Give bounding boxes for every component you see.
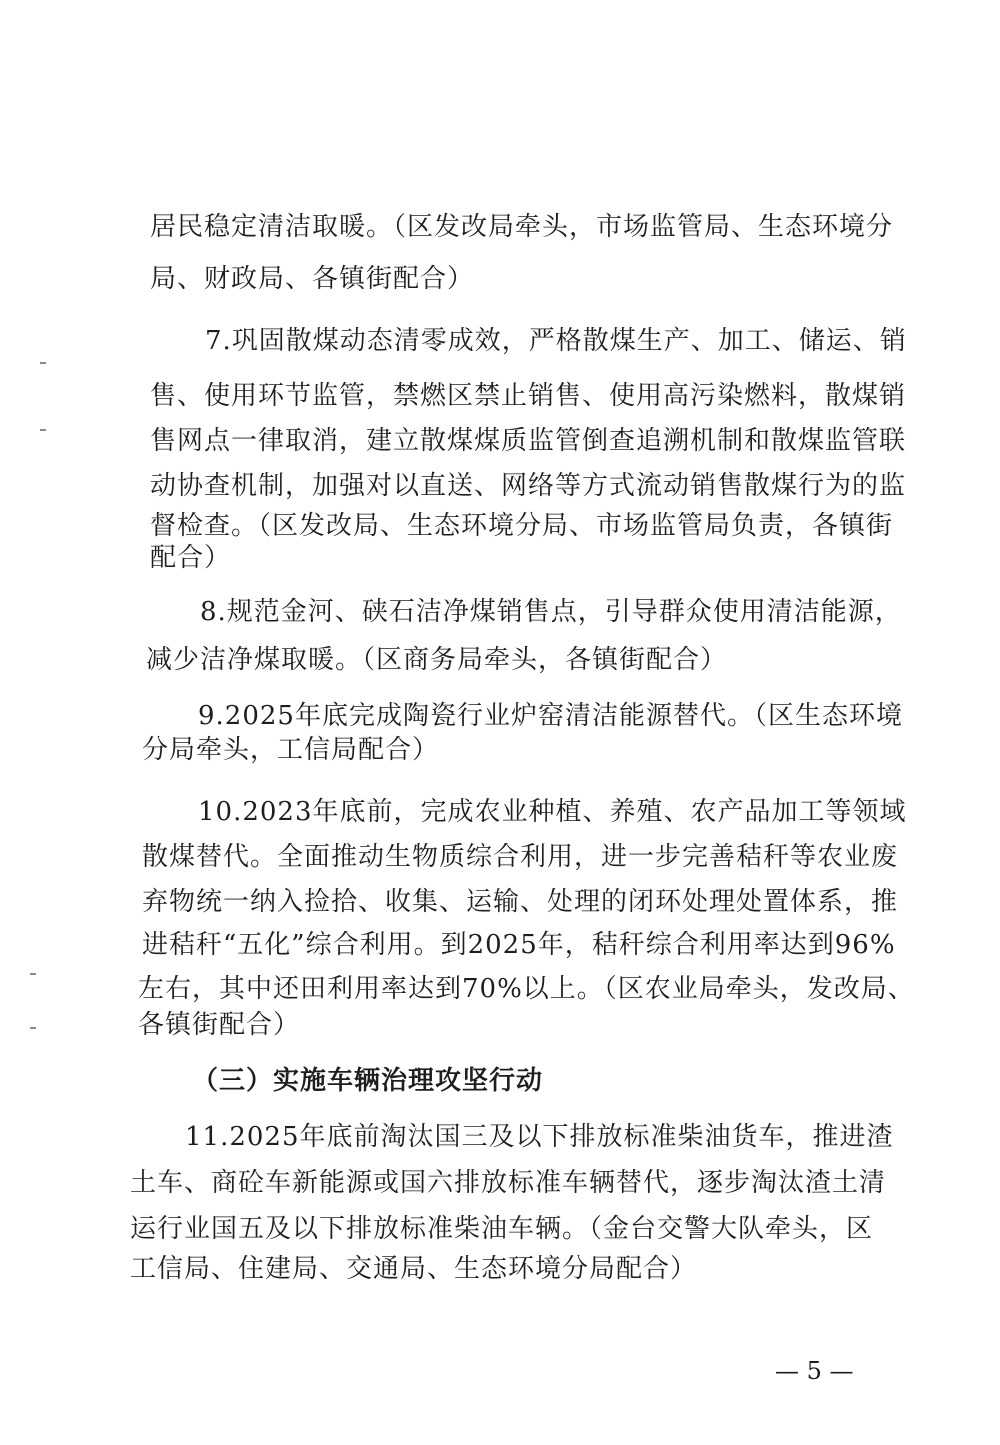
section-heading: （三）实施车辆治理攻坚行动 <box>192 1066 544 1096</box>
text-line: 8.规范金河、硖石洁净煤销售点，引导群众使用清洁能源， <box>200 597 902 627</box>
text-line: 11.2025年底前淘汰国三及以下排放标准柴油货车，推进渣 <box>185 1122 894 1152</box>
text-line: 工信局、住建局、交通局、生态环境分局配合） <box>130 1254 698 1284</box>
scan-mark <box>40 429 46 431</box>
text-line: 督检查。（区发改局、生态环境分局、市场监管局负责，各镇街 <box>150 511 894 541</box>
text-line: 9.2025年底完成陶瓷行业炉窑清洁能源替代。（区生态环境 <box>198 701 903 731</box>
text-line: 售网点一律取消，建立散煤煤质监管倒查追溯机制和散煤监管联 <box>150 426 907 456</box>
text-line: 左右，其中还田利用率达到70%以上。（区农业局牵头，发改局、 <box>138 974 915 1004</box>
text-line: 售、使用环节监管，禁燃区禁止销售、使用高污染燃料，散煤销 <box>150 381 907 411</box>
text-line: 各镇街配合） <box>138 1010 301 1040</box>
text-line: 运行业国五及以下排放标准柴油车辆。（金台交警大队牵头，区 <box>130 1214 874 1244</box>
scan-mark <box>30 973 36 975</box>
text-line: 弃物统一纳入捡拾、收集、运输、处理的闭环处理处置体系，推 <box>142 887 899 917</box>
text-line: 分局牵头，工信局配合） <box>142 735 440 765</box>
scan-mark <box>30 1027 36 1029</box>
scan-mark <box>40 362 46 364</box>
text-line: 7.巩固散煤动态清零成效，严格散煤生产、加工、储运、销 <box>205 326 907 356</box>
text-line: 10.2023年底前，完成农业种植、养殖、农产品加工等领域 <box>198 797 907 827</box>
text-line: 配合） <box>150 543 232 573</box>
text-line: 动协查机制，加强对以直送、网络等方式流动销售散煤行为的监 <box>150 471 907 501</box>
text-line: 减少洁净煤取暖。（区商务局牵头，各镇街配合） <box>146 645 728 675</box>
text-line: 土车、商砼车新能源或国六排放标准车辆替代，逐步淘汰渣土清 <box>130 1168 887 1198</box>
text-line: 进秸秆“五化”综合利用。到2025年，秸秆综合利用率达到96% <box>142 930 896 960</box>
text-line: 散煤替代。全面推动生物质综合利用，进一步完善秸秆等农业废 <box>142 842 899 872</box>
text-line: 局、财政局、各镇街配合） <box>150 264 475 294</box>
text-line: 居民稳定清洁取暖。（区发改局牵头，市场监管局、生态环境分 <box>150 212 894 242</box>
page-number: — 5 — <box>775 1357 854 1385</box>
